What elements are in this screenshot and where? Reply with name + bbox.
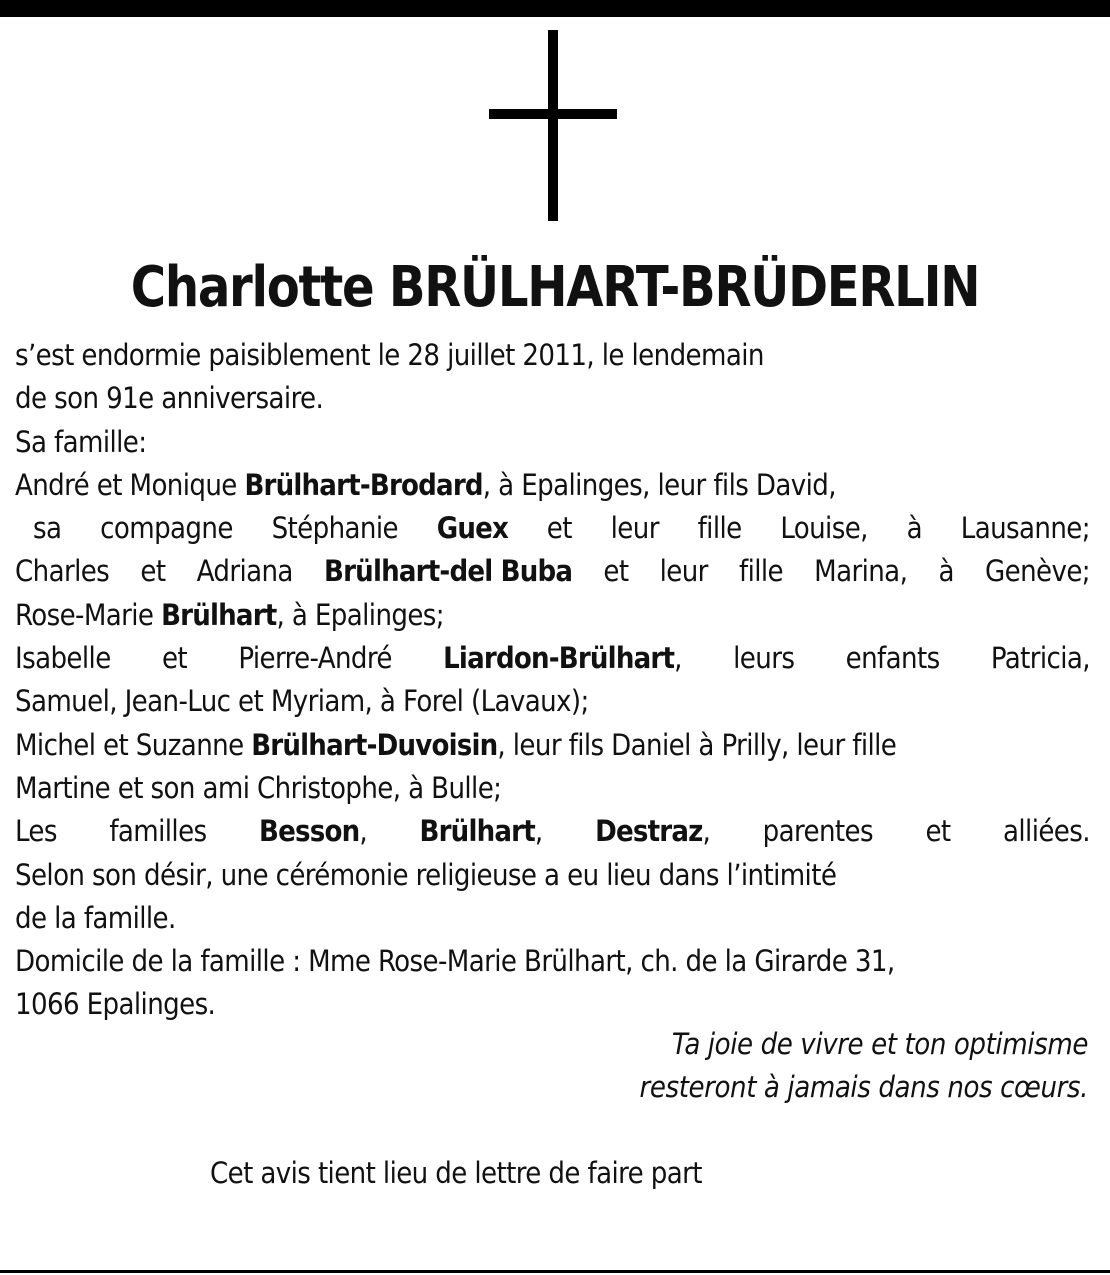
punctuation: , (674, 641, 682, 676)
word: leurs (733, 641, 795, 676)
family-line-guex (15, 507, 1090, 550)
word: Adriana (196, 554, 293, 589)
word: Stéphanie (271, 511, 398, 546)
text: , leur fils Daniel à Prilly, leur fille (497, 727, 897, 762)
surname-group (420, 810, 543, 853)
intro-line-2: de son 91e anniversaire. (15, 381, 324, 416)
family-line-del-buba (15, 550, 1090, 593)
word: fille (739, 554, 783, 589)
word: à (906, 511, 923, 546)
text: Rose-Marie (15, 597, 162, 632)
family-surname: Brülhart-Brodard (244, 467, 483, 502)
word: leur (610, 511, 659, 546)
text: Michel et Suzanne (15, 727, 252, 762)
word: alliées. (1003, 814, 1090, 849)
family-line-brodard (15, 464, 1090, 507)
cross-icon (489, 30, 617, 221)
family-surname: Besson (259, 814, 360, 849)
cross-vertical-bar (548, 30, 558, 221)
top-border-rule (0, 0, 1110, 17)
word: Genève; (985, 554, 1090, 589)
surname-group (595, 810, 710, 853)
word: leur (659, 554, 708, 589)
word: et (161, 641, 188, 676)
text: , à Epalinges; (276, 597, 444, 632)
closing-note: Cet avis tient lieu de lettre de faire part (210, 1156, 702, 1190)
family-surname: Liardon-Brülhart (443, 641, 675, 676)
text (15, 724, 896, 767)
word: fille (697, 511, 742, 546)
address-line-2: 1066 Epalinges. (15, 987, 216, 1022)
word: Pierre-André (238, 641, 392, 676)
notice-body (15, 334, 1090, 1027)
family-line-liardon (15, 637, 1090, 680)
motto-line-2: resteront à jamais dans nos cœurs. (639, 1070, 1088, 1104)
word: sa (33, 511, 62, 546)
family-surname: Guex (436, 511, 509, 546)
deceased-name: Charlotte BRÜLHART-BRÜDERLIN (130, 255, 980, 320)
word: Marina, (814, 554, 908, 589)
word: familles (109, 814, 207, 849)
address-line-1: Domicile de la famille : Mme Rose-Marie Brülhart, ch. de la Girarde 31, (15, 944, 895, 979)
surname-group (259, 810, 367, 853)
family-line-rose-marie (15, 594, 1090, 637)
punctuation: , (534, 814, 543, 849)
family-surname: Destraz (595, 814, 703, 849)
word: Patricia, (990, 641, 1090, 676)
motto (640, 1023, 1088, 1109)
punctuation: , (702, 814, 711, 849)
word: et (925, 814, 951, 849)
family-line-martine: Martine et son ami Christophe, à Bulle; (15, 770, 502, 805)
cross-horizontal-bar (489, 109, 617, 119)
family-heading: Sa famille: (15, 424, 147, 459)
family-line-liardon-children: Samuel, Jean-Luc et Myriam, à Forel (Lavaux); (15, 684, 589, 719)
surname-group (443, 637, 682, 680)
family-line-duvoisin (15, 724, 1090, 767)
word: Louise, (780, 511, 868, 546)
word: et (603, 554, 629, 589)
word: Les (15, 814, 57, 849)
family-surname: Brülhart-del Buba (324, 554, 573, 589)
ceremony-line-1: Selon son désir, une cérémonie religieuse a eu lieu dans l’intimité (15, 857, 837, 892)
word: compagne (100, 511, 233, 546)
word: Isabelle (15, 641, 111, 676)
word: enfants (845, 641, 940, 676)
punctuation: , (359, 814, 368, 849)
word: et (140, 554, 166, 589)
family-line-families (15, 810, 1090, 853)
intro-line-1: s’est endormie paisiblement le 28 juillet 2011, le lendemain (15, 338, 764, 372)
word: Lausanne; (960, 511, 1090, 546)
family-surname: Brülhart (161, 597, 277, 632)
motto-line-1: Ta joie de vivre et ton optimisme (671, 1027, 1088, 1061)
word: parentes (762, 814, 873, 849)
word: Charles (15, 554, 110, 589)
word: et (546, 511, 572, 546)
text: André et Monique (15, 467, 245, 502)
family-surname: Brülhart-Duvoisin (251, 727, 498, 762)
text: , à Epalinges, leur fils David, (482, 467, 836, 502)
family-surname: Brülhart (419, 814, 535, 849)
word: à (938, 554, 954, 589)
ceremony-line-2: de la famille. (15, 900, 176, 935)
bottom-border-rule (0, 1270, 1110, 1273)
